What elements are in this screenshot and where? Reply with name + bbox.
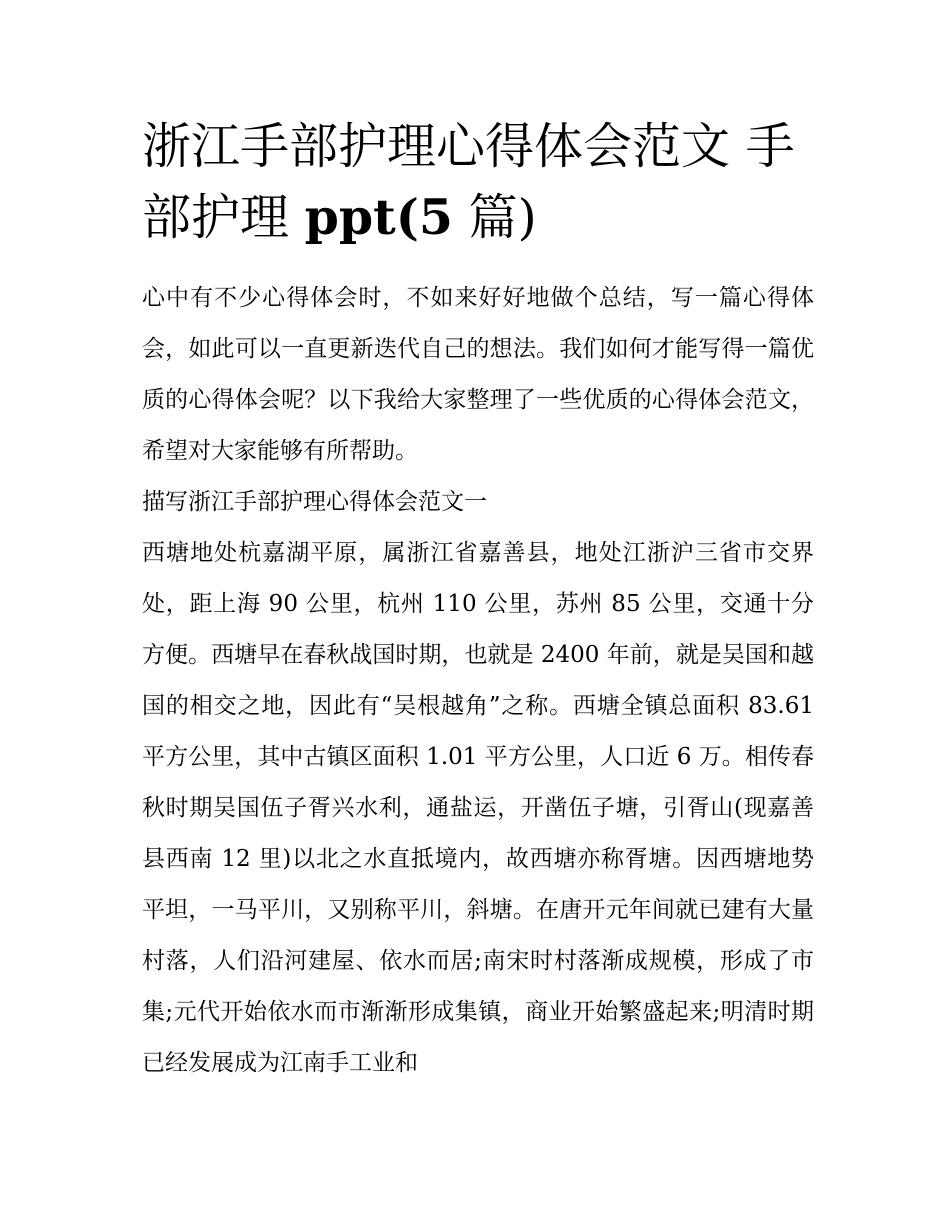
title-text-suffix: 篇)	[453, 189, 537, 246]
body-paragraph: 西塘地处杭嘉湖平原，属浙江省嘉善县，地处江浙沪三省市交界处，距上海 90 公里，杭州 110 公里，苏州 85 公里，交通十分方便。西塘早在春秋战国时期，也就是 2400 年前，就是吴国和越国的相交之地，因此有“吴根越角”之称。西塘全镇总面积 83.61 平方公里，其中古镇区面积 1.01 平方公里，人口近 6 万。相传春秋时期吴国伍子胥兴水利，通盐运，开凿伍子塘，引胥山(现嘉善县西南 12 里)以北之水直抵境内，故西塘亦称胥塘。因西塘地势平坦，一马平川，又别称平川，斜塘。在唐开元年间就已建有大量村落，人们沿河建屋、依水而居;南宋时村落渐成规模，形成了市集;元代开始依水而市渐渐形成集镇，商业开始繁盛起来;明清时期已经发展成为江南手工业和	[142, 540, 814, 1076]
intro-paragraph: 心中有不少心得体会时，不如来好好地做个总结，写一篇心得体会，如此可以一直更新迭代自己的想法。我们如何才能写得一篇优质的心得体会呢？以下我给大家整理了一些优质的心得体会范文，希望对大家能够有所帮助。	[142, 285, 814, 464]
title-text-cjk: 浙江手部护理心得体会范文 手部护理	[142, 118, 795, 246]
document-title	[142, 112, 814, 253]
document-content	[142, 112, 814, 1089]
title-text-latin: ppt(5	[304, 188, 454, 246]
section-heading: 描写浙江手部护理心得体会范文一	[142, 489, 487, 515]
